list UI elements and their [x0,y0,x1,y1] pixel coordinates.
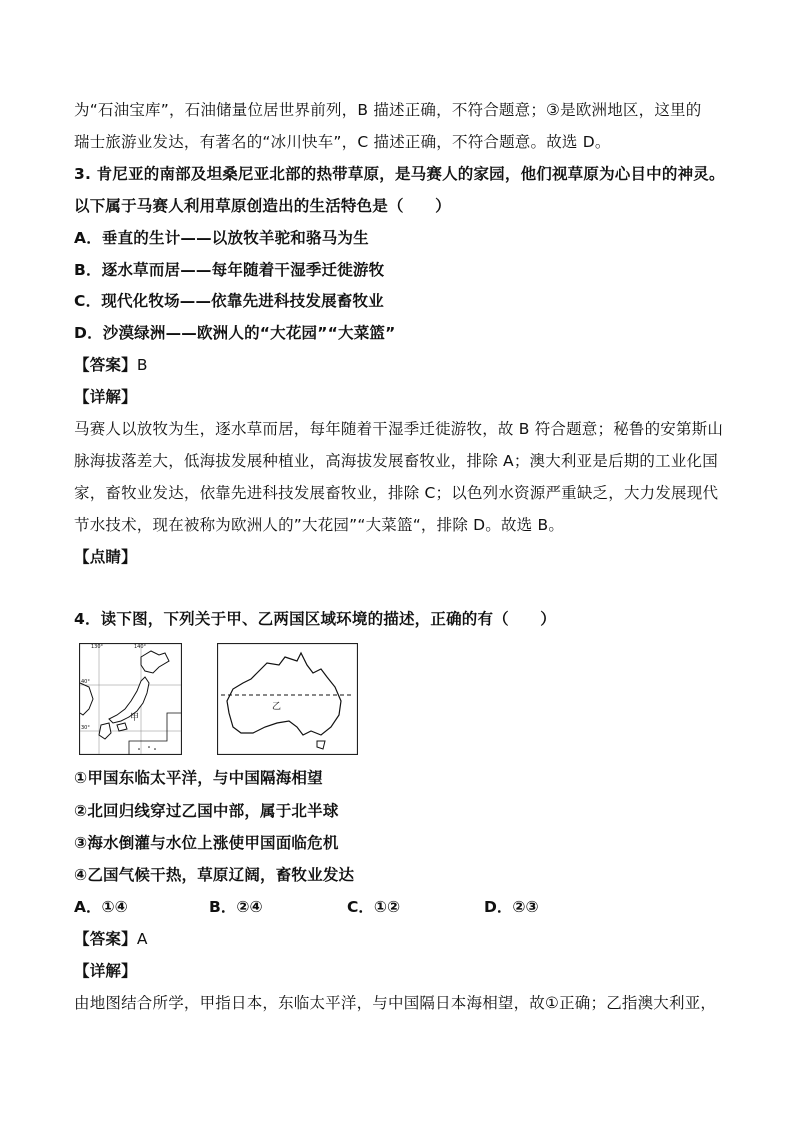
question-4-answer [74,928,148,950]
question-3-option-a: A．垂直的生计——以放牧羊驼和骆马为生 [74,229,369,247]
question-3-option-d: D．沙漠绿洲——欧洲人的“大花园”“大菜篮” [74,324,396,342]
question-4-detail-label: 【详解】 [74,962,137,980]
question-3-option-c: C．现代化牧场——依靠先进科技发展畜牧业 [74,292,384,310]
question-4-statement-2: ②北回归线穿过乙国中部，属于北半球 [74,802,339,820]
answer-label: 【答案】 [74,356,137,374]
map-japan-lon-1: 130° [91,644,104,650]
question-3-detail-line-1: 马赛人以放牧为生，逐水草而居，每年随着干湿季迁徙游牧，故 B 符合题意；秘鲁的安第斯山 [74,420,724,438]
question-3-option-b: B．逐水草而居——每年随着干湿季迁徙游牧 [74,261,385,279]
question-4-statement-4: ④乙国气候干热，草原辽阔，畜牧业发达 [74,866,355,884]
question-4-statement-3: ③海水倒灌与水位上涨使甲国面临危机 [74,834,339,852]
map-japan-lon-2: 140° [134,644,147,650]
question-4-stem: 4．读下图，下列关于甲、乙两国区域环境的描述，正确的有（ ） [74,610,556,628]
question-3-stem-line-1: 3. 肯尼亚的南部及坦桑尼亚北部的热带草原，是马赛人的家园，他们视草原为心目中的神灵。 [74,165,725,183]
question-3-comment-label: 【点睛】 [74,548,137,566]
map-japan-label: 甲 [130,713,140,723]
answer-value: A [136,930,148,948]
question-4-option-b: B．②④ [209,898,263,916]
question-3-stem-line-2: 以下属于马赛人利用草原创造出的生活特色是（ ） [74,197,451,215]
question-4-option-a: A．①④ [74,898,128,916]
question-3-answer [74,354,148,376]
question-3-detail-label: 【详解】 [74,388,137,406]
previous-answer-line-1: 为“石油宝库”，石油储量位居世界前列，B 描述正确，不符合题意；③是欧洲地区，这里的 [74,101,702,119]
question-4-statement-1: ①甲国东临太平洋，与中国隔海相望 [74,769,323,787]
map-japan [79,643,182,755]
previous-answer-line-2: 瑞士旅游业发达，有著名的“冰川快车”，C 描述正确，不符合题意。故选 D。 [74,133,611,151]
answer-label: 【答案】 [74,930,137,948]
question-3-detail-line-3: 家，畜牧业发达，依靠先进科技发展畜牧业，排除 C；以色列水资源严重缺乏，大力发展现代 [74,484,719,502]
question-4-detail-line-1: 由地图结合所学，甲指日本，东临太平洋，与中国隔日本海相望，故①正确；乙指澳大利亚， [74,994,717,1012]
question-3-detail-line-2: 脉海拔落差大，低海拔发展种植业，高海拔发展畜牧业，排除 A；澳大利亚是后期的工业化国 [74,452,718,470]
question-4-option-d: D．②③ [484,898,539,916]
map-australia-label: 乙 [272,702,282,712]
map-japan-lat-2: 30° [81,725,90,731]
answer-value: B [136,356,148,374]
question-3-detail-line-4: 节水技术，现在被称为欧洲人的”大花园”“大菜篮“，排除 D。故选 B。 [74,516,565,534]
map-australia [217,643,358,755]
question-4-option-c: C．①② [347,898,401,916]
map-japan-lat-1: 40° [81,679,90,685]
